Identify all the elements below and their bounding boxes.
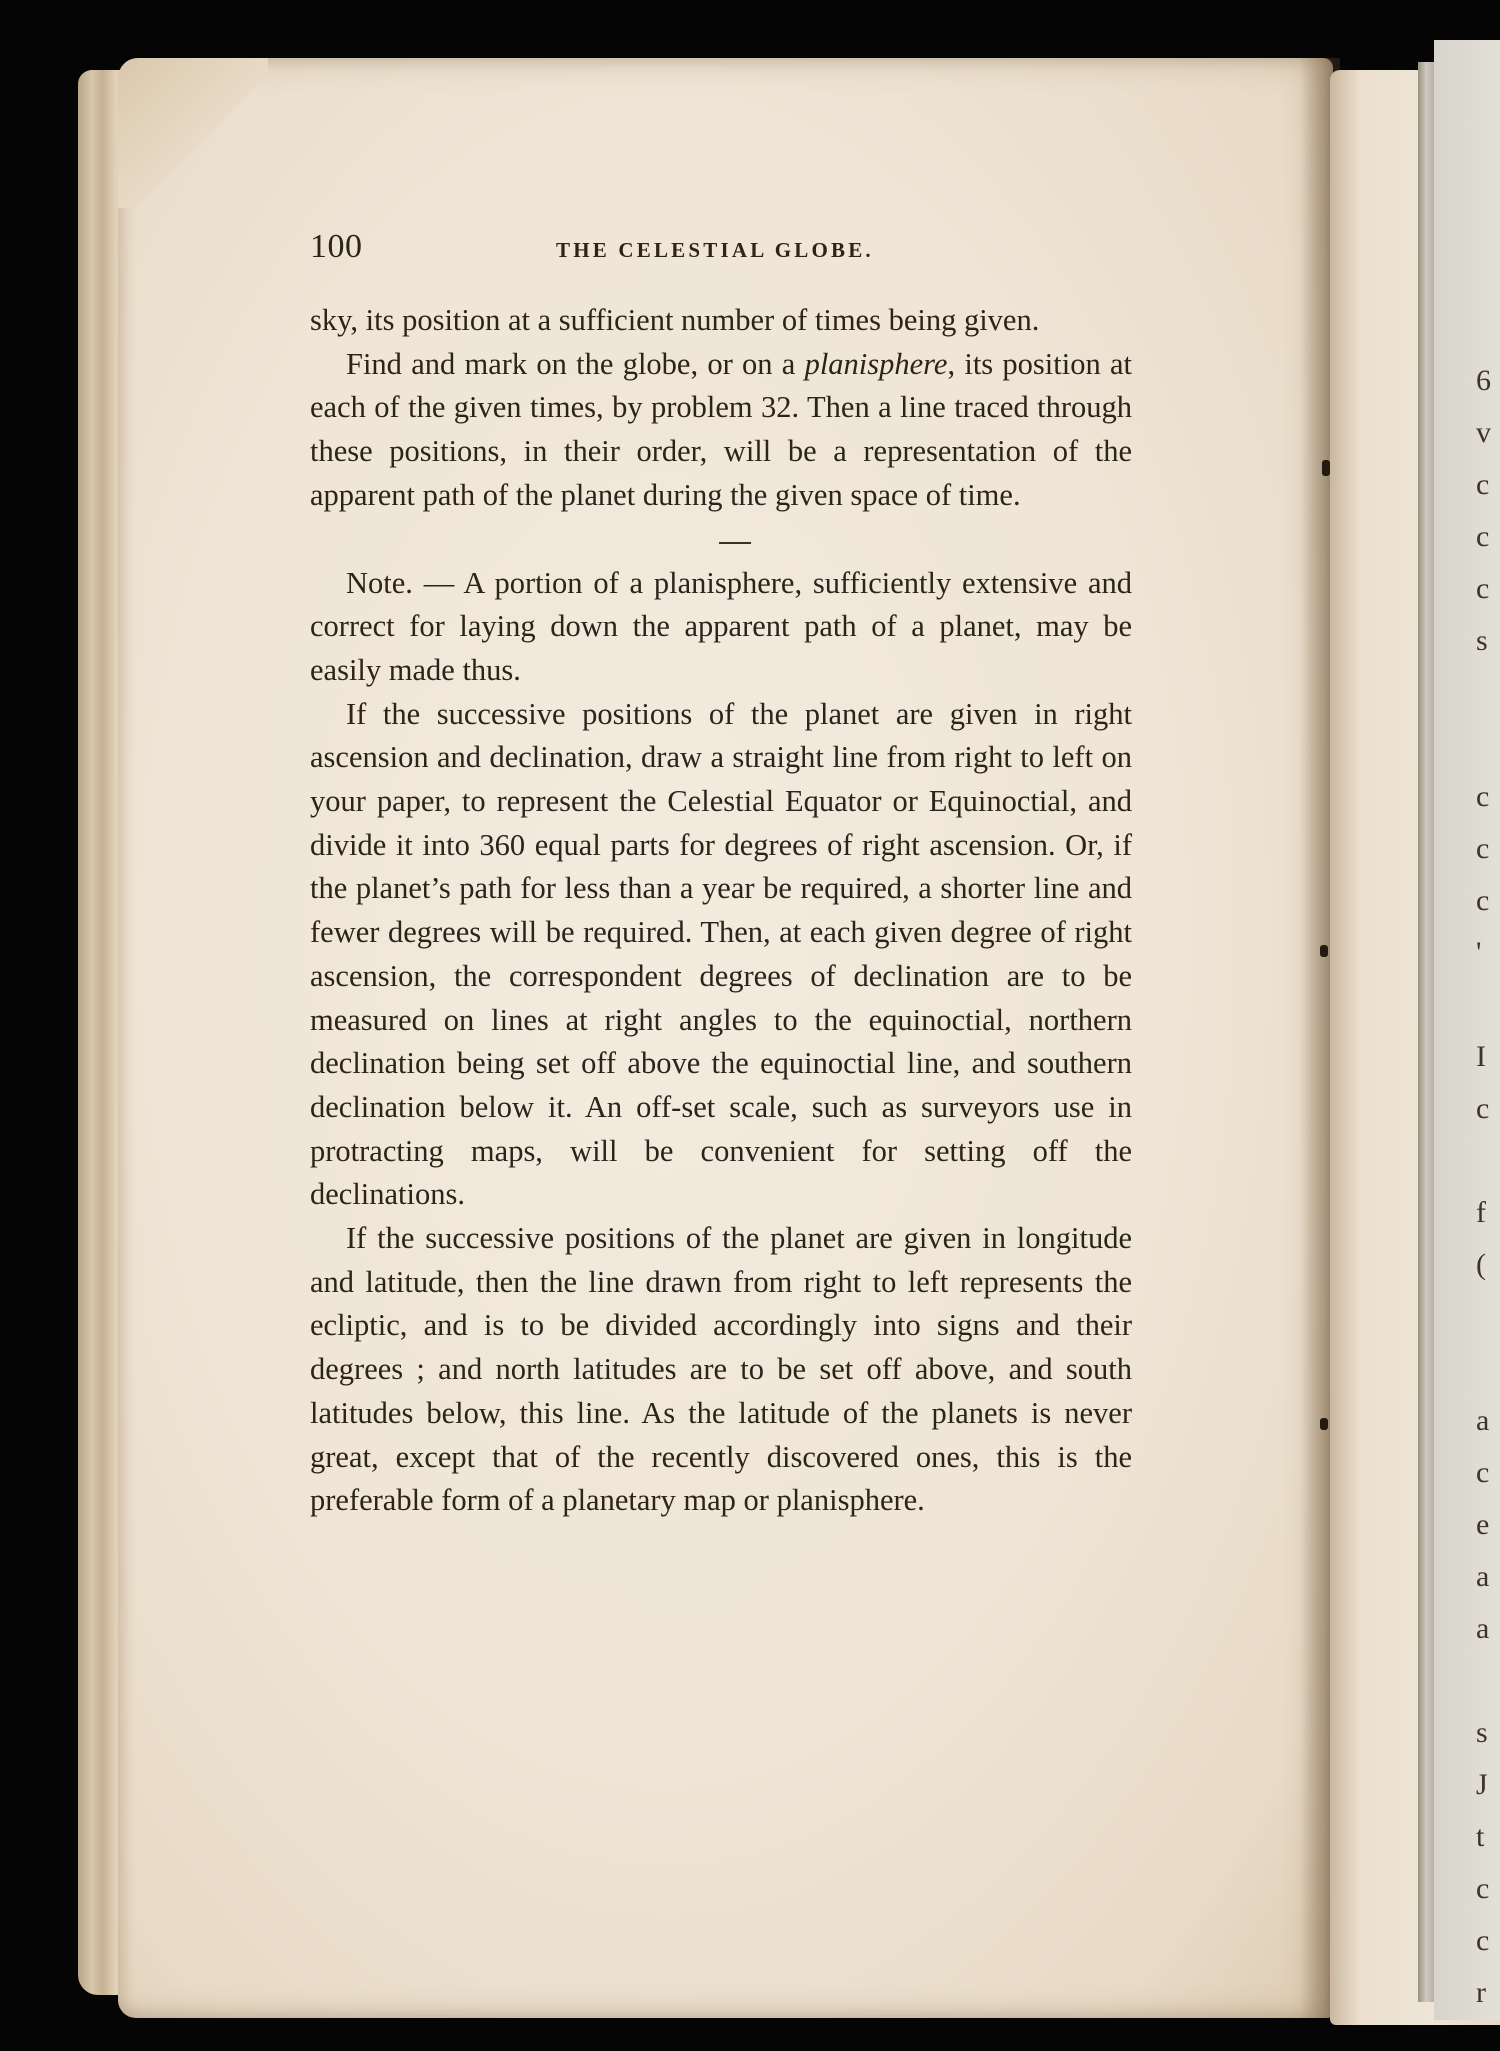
facing-page-letter [1476, 979, 1500, 1031]
facing-page-letter: I [1476, 1040, 1486, 1073]
facing-page-letters [1476, 355, 1500, 2019]
note-text: A portion of a planisphere, sufficiently extensive and correct for laying down the apparent path of a planet, may be easily made thus. [310, 565, 1133, 687]
body-text [310, 299, 1132, 1523]
facing-page-letter [1476, 1655, 1500, 1707]
facing-page-letter: t [1476, 1820, 1485, 1853]
facing-page-letter [1476, 1135, 1500, 1187]
paragraph [310, 343, 1132, 518]
italic-term: planisphere [804, 346, 948, 381]
facing-page-letter [1476, 667, 1500, 719]
binding-thread [1320, 1418, 1328, 1430]
facing-page-letter: c [1476, 1872, 1490, 1905]
facing-page-letter: c [1476, 468, 1490, 501]
folded-corner [118, 58, 268, 208]
facing-page-edge [1418, 62, 1434, 2002]
paragraph: sky, its position at a sufficient number of times being given. [310, 303, 1040, 337]
note-label: Note. — [346, 565, 464, 600]
facing-page-letter: c [1476, 1924, 1490, 1957]
facing-page-letter: a [1476, 1560, 1490, 1593]
paragraph: If the successive positions of the planet are given in longitude and latitude, then the line drawn from right to left represents the ecliptic, and is to be divided accordingly into signs and their degrees ; and north latitudes are to be set off above, and south latitudes below, this line. As the latitude of the planets is never great, except that of the recently discovered ones, this is the preferable form of a planetary map or planisphere. [310, 1221, 1132, 1518]
facing-page-letter: c [1476, 520, 1490, 553]
facing-page-letter: c [1476, 1456, 1490, 1489]
facing-page-letter: 6 [1476, 364, 1491, 397]
text-run: , its position at each of the given times, by problem 32. Then a line traced through these positions, in their order, will be a representation of the apparent path of the planet during the given space of time. [310, 346, 1132, 512]
separator-rule [719, 542, 751, 544]
facing-page-letter: c [1476, 572, 1490, 605]
facing-page-letter: c [1476, 1092, 1490, 1125]
facing-page-letter: J [1476, 1768, 1488, 1801]
facing-page-letter: s [1476, 624, 1488, 657]
facing-page-letter [1476, 1343, 1500, 1395]
facing-page-letter: c [1476, 832, 1490, 865]
facing-page-letter: c [1476, 884, 1490, 917]
facing-page-letter: a [1476, 1612, 1490, 1645]
running-title: THE CELESTIAL GLOBE. [556, 238, 874, 262]
facing-page-letter: c [1476, 780, 1490, 813]
facing-page-letter: ' [1476, 936, 1482, 969]
binding-thread [1320, 945, 1328, 957]
facing-page-letter: s [1476, 1716, 1488, 1749]
facing-page-letter [1476, 719, 1500, 771]
facing-page-letter: v [1476, 416, 1491, 449]
page-number: 100 [310, 228, 363, 265]
facing-page-letter [1476, 1291, 1500, 1343]
facing-page-letter: f [1476, 1196, 1486, 1229]
facing-page-letter: a [1476, 1404, 1490, 1437]
facing-page-letter: r [1476, 1976, 1486, 2009]
section-separator [310, 518, 1132, 562]
binding-thread [1322, 460, 1330, 476]
note-paragraph [310, 562, 1132, 693]
facing-page-letter: e [1476, 1508, 1490, 1541]
paragraph: If the successive positions of the planet are given in right ascension and declination, draw a straight line from right to left on your paper, to represent the Celestial Equator or Equinoctial, and divide it into 360 equal parts for degrees of right ascension. Or, if the planet’s path for less than a year be required, a shorter line and fewer degrees will be required. Then, at each given degree of right ascension, the correspondent degrees of declination are to be measured on lines at right angles to the equinoctial, northern declination being set off above the equinoctial line, and southern declination below it. An off-set scale, such as surveyors use in protracting maps, will be convenient for setting off the declinations. [310, 696, 1132, 1212]
facing-page-letter: ( [1476, 1248, 1486, 1281]
text-run: Find and mark on the globe, or on a [346, 346, 805, 381]
running-head [310, 228, 1135, 272]
